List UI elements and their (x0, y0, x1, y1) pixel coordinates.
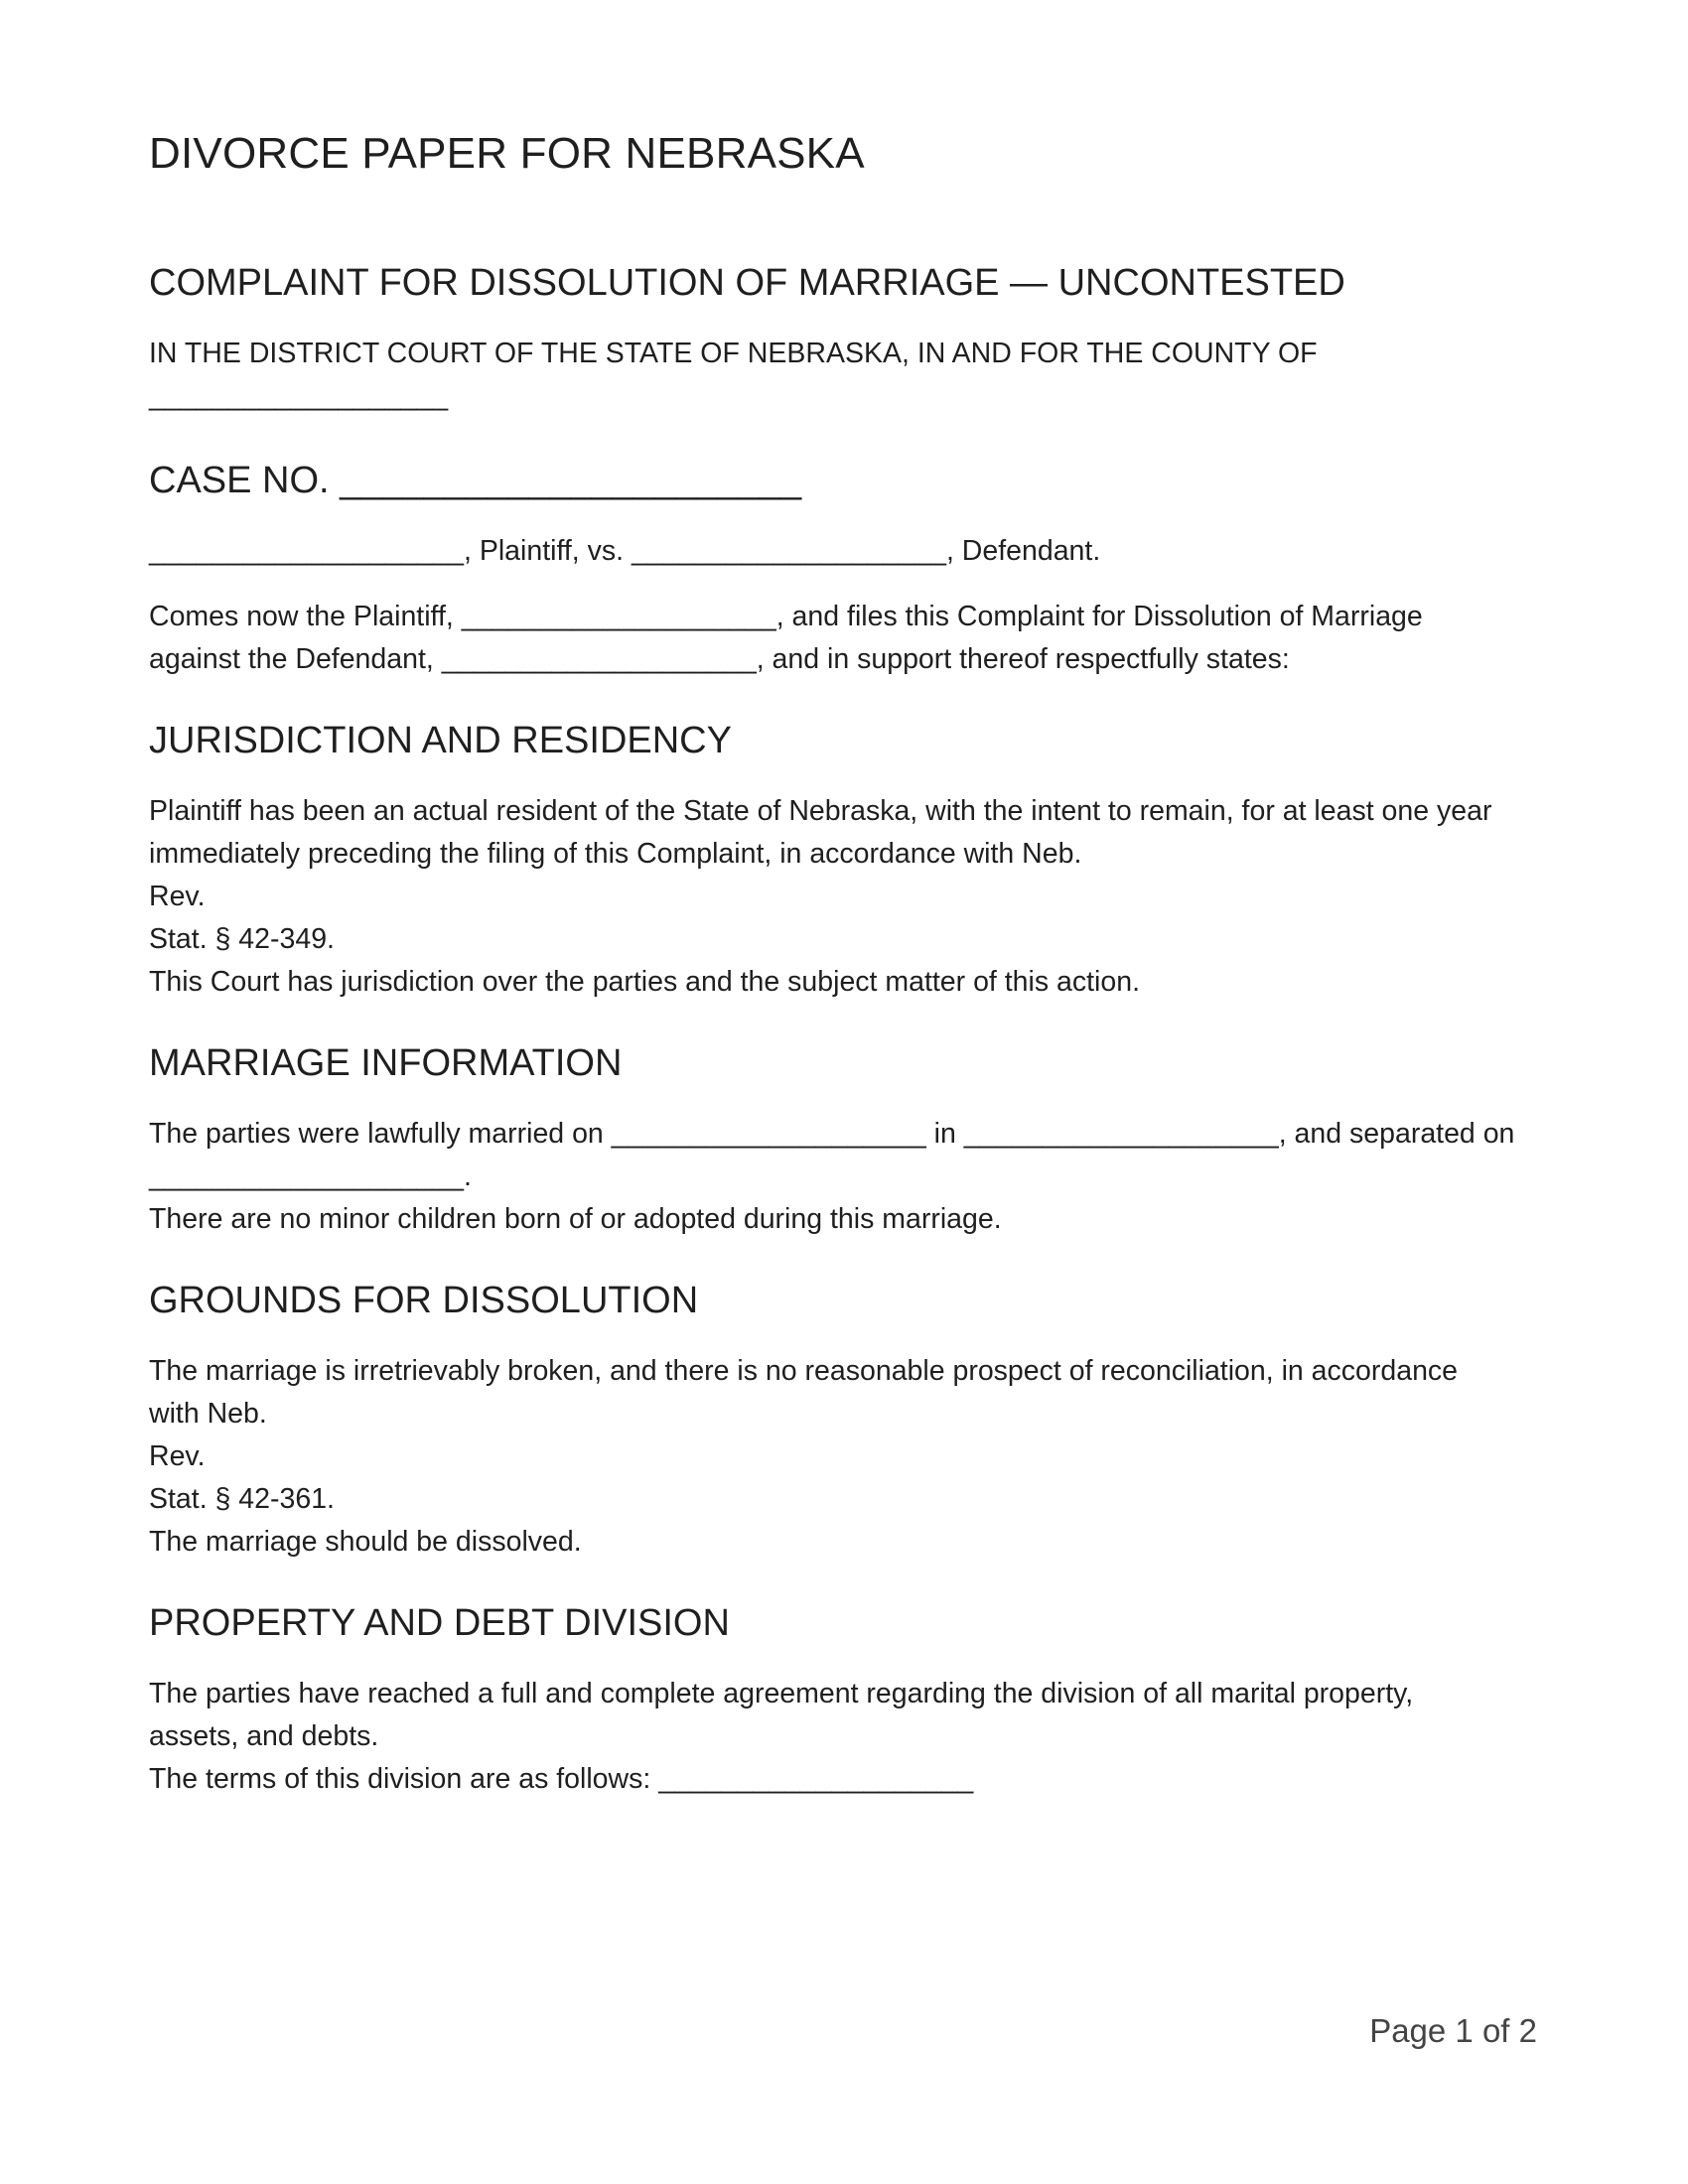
property-line-1: The parties have reached a full and complete agreement regarding the division of all marital property, (149, 1678, 1414, 1709)
county-blank: ___________________ (149, 380, 449, 412)
property-line-3: The terms of this division are as follows: ____________________ (149, 1763, 974, 1795)
jurisdiction-heading: JURISDICTION AND RESIDENCY (149, 720, 732, 761)
grounds-line-1: The marriage is irretrievably broken, and there is no reasonable prospect of reconciliation, in accordance (149, 1355, 1459, 1387)
parties-line: ____________________, Plaintiff, vs. ____________________, Defendant. (149, 535, 1101, 567)
property-heading: PROPERTY AND DEBT DIVISION (149, 1602, 730, 1644)
marriage-heading: MARRIAGE INFORMATION (149, 1042, 623, 1084)
marriage-line-1: The parties were lawfully married on ____________________ in ____________________, and separated on (149, 1118, 1515, 1150)
court-line: IN THE DISTRICT COURT OF THE STATE OF NEBRASKA, IN AND FOR THE COUNTY OF (149, 338, 1318, 369)
grounds-line-4: Stat. § 42-361. (149, 1483, 335, 1515)
intro-line-2: against the Defendant, ____________________, and in support thereof respectfully states: (149, 643, 1290, 675)
grounds-line-5: The marriage should be dissolved. (149, 1526, 582, 1558)
complaint-heading: COMPLAINT FOR DISSOLUTION OF MARRIAGE — UNCONTESTED (149, 262, 1345, 304)
intro-line-1: Comes now the Plaintiff, ____________________, and files this Complaint for Dissolution of Marriage (149, 601, 1423, 632)
jurisdiction-line-1: Plaintiff has been an actual resident of the State of Nebraska, with the intent to remain, for at least one year (149, 795, 1492, 827)
jurisdiction-line-2: immediately preceding the filing of this Complaint, in accordance with Neb. (149, 838, 1082, 870)
property-line-2: assets, and debts. (149, 1720, 379, 1752)
jurisdiction-line-3: Rev. (149, 881, 206, 912)
jurisdiction-line-5: This Court has jurisdiction over the parties and the subject matter of this action. (149, 966, 1140, 998)
jurisdiction-line-4: Stat. § 42-349. (149, 923, 335, 955)
marriage-line-3: There are no minor children born of or adopted during this marriage. (149, 1203, 1002, 1235)
case-number: CASE NO. ______________________ (149, 460, 802, 501)
page-number: Page 1 of 2 (1369, 2012, 1537, 2049)
grounds-line-3: Rev. (149, 1440, 206, 1472)
grounds-heading: GROUNDS FOR DISSOLUTION (149, 1280, 699, 1321)
document-title: DIVORCE PAPER FOR NEBRASKA (149, 129, 865, 178)
marriage-line-2: ____________________. (149, 1160, 472, 1192)
grounds-line-2: with Neb. (149, 1398, 267, 1430)
